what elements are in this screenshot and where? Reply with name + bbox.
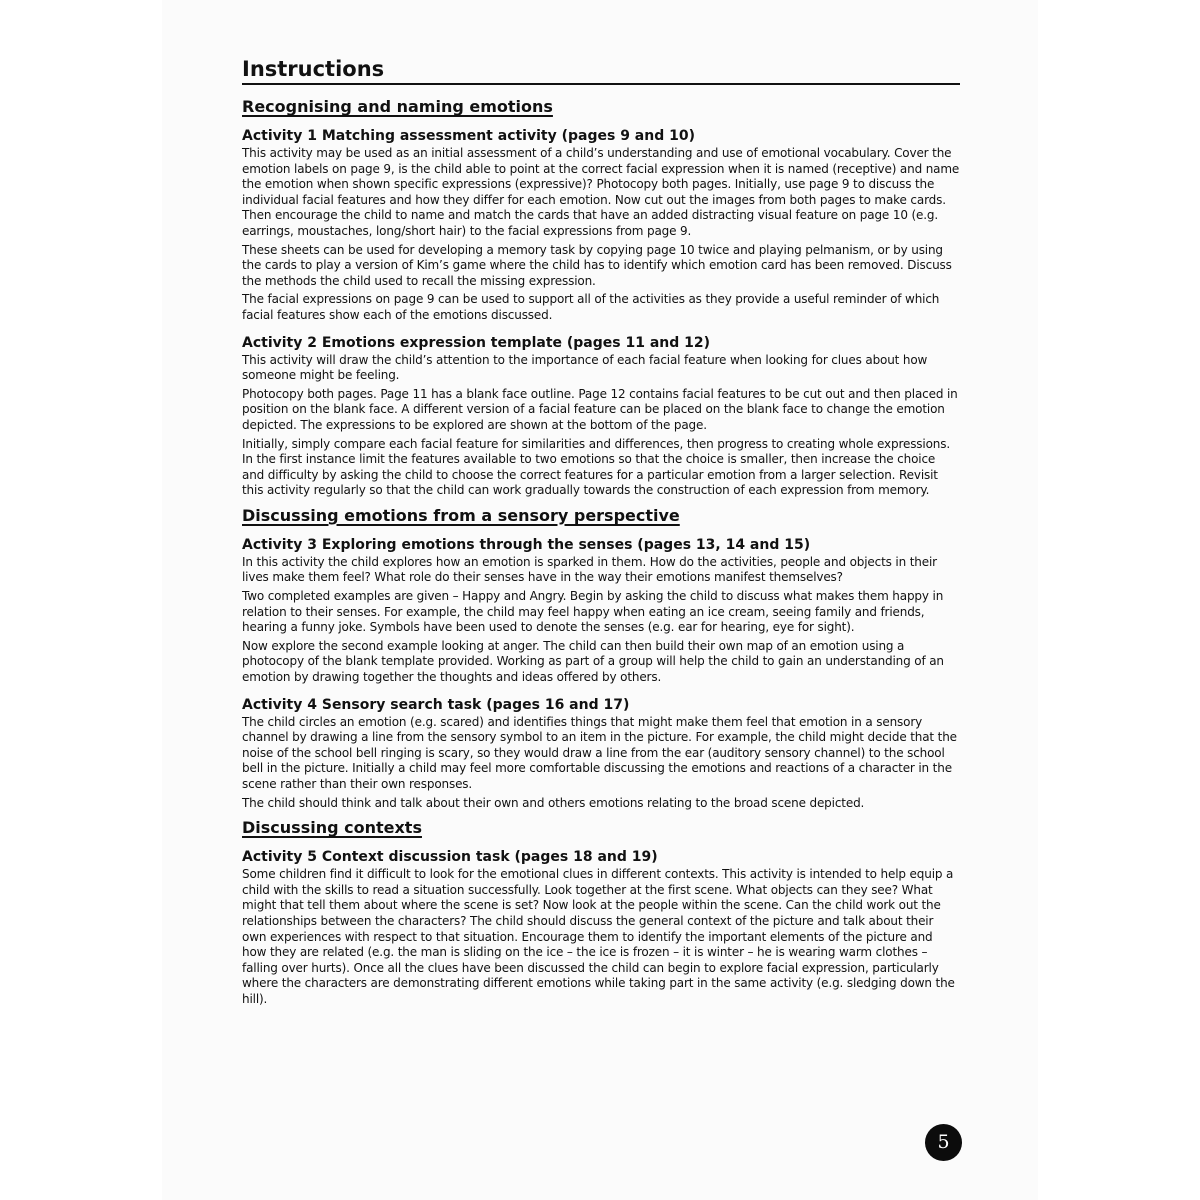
activity-3	[242, 536, 960, 686]
activity-title: Activity 1 Matching assessment activity (pages 9 and 10)	[242, 128, 695, 144]
section-sensory-perspective	[242, 502, 960, 811]
paragraph: Photocopy both pages. Page 11 has a blank face outline. Page 12 contains facial features to be cut out and then placed in position on the blank face. A different version of a facial feature can be placed on the blank face to change the emotion depicted. The expressions to be explored are shown at the bottom of the page.	[242, 386, 958, 432]
paragraph: The facial expressions on page 9 can be used to support all of the activities as they provide a useful reminder of which facial features show each of the emotions discussed.	[242, 292, 940, 322]
section-recognising-naming-emotions	[242, 85, 960, 499]
paragraph: Now explore the second example looking at anger. The child can then build their own map of an emotion using a photocopy of the blank template provided. Working as part of a group will help the child to gain an understanding of an emotion by drawing together the thoughts and ideas offered by others.	[242, 638, 944, 685]
paragraph: Initially, simply compare each facial feature for similarities and differences, then progress to creating whole expressions. In the first instance limit the features available to two emotions so that the choice is smaller, then increase the choice and difficulty by asking the child to choose the correct features for a particular emotion from a larger selection. Revisit this activity regularly so that the child can work gradually towards the construction of each expression from memory.	[242, 436, 951, 498]
activity-title: Activity 2 Emotions expression template (pages 11 and 12)	[242, 334, 711, 351]
activity-title: Activity 3 Exploring emotions through the senses (pages 13, 14 and 15)	[242, 536, 811, 553]
paragraph: This activity will draw the child’s attention to the importance of each facial feature when looking for clues about how someone might be feeling.	[242, 352, 928, 383]
activity-title: Activity 5 Context discussion task (pages 18 and 19)	[242, 849, 658, 866]
activity-title: Activity 4 Sensory search task (pages 16 and 17)	[242, 696, 630, 713]
section-title: Discussing emotions from a sensory perspective	[242, 505, 680, 525]
paragraph: The child should think and talk about their own and others emotions relating to the broad scene depicted.	[242, 795, 865, 810]
section-title: Recognising and naming emotions	[242, 97, 553, 116]
document-body	[242, 56, 960, 1011]
activity-2	[242, 334, 960, 499]
paragraph: This activity may be used as an initial assessment of a child’s understanding and use of emotional vocabulary. Cover the emotion labels on page 9, is the child able to point at the correct facial expression when it is named (receptive) and name the emotion when shown specific expressions (expressive)? Photocopy both pages. Initially, use page 9 to discuss the individual facial features and how they differ for each emotion. Now cut out the images from both pages to make cards. Then encourage the child to name and match the cards that have an added distracting visual feature on page 10 (e.g. earrings, moustaches, long/short hair) to the facial expressions from page 9.	[242, 146, 960, 238]
paragraph: In this activity the child explores how an emotion is sparked in them. How do the activities, people and objects in their lives make them feel? What role do their senses have in the way their emotions manifest themselves?	[242, 554, 937, 585]
section-discussing-contexts	[242, 814, 960, 1007]
activity-4	[242, 696, 960, 812]
page-title: Instructions	[242, 56, 960, 85]
activity-1	[242, 127, 960, 324]
section-title: Discussing contexts	[242, 818, 422, 838]
activity-5	[242, 848, 960, 1007]
paragraph: Two completed examples are given – Happy and Angry. Begin by asking the child to discuss what makes them happy in relation to their senses. For example, the child may feel happy when eating an ice cream, seeing family and friends, hearing a funny joke. Symbols have been used to denote the senses (e.g. ear for hearing, eye for sight).	[242, 589, 944, 635]
paragraph: Some children find it difficult to look for the emotional clues in different contexts. This activity is intended to help equip a child with the skills to read a situation successfully. Look together at the first scene. What objects can they see? What might that tell them about where the scene is set? Now look at the people within the scene. Can the child work out the relationships between the characters? The child should discuss the general context of the picture and talk about their own experiences with respect to that situation. Encourage them to identify the important elements of the picture and how they are related (e.g. the man is sliding on the ice – the ice is frozen – it is winter – he is wearing warm clothes – falling over hurts). Once all the clues have been discussed the child can begin to explore facial expression, particularly where the characters are demonstrating different emotions while taking part in the same activity (e.g. sledging down the hill).	[242, 867, 955, 1006]
page-number-badge: 5	[925, 1124, 962, 1161]
paragraph: These sheets can be used for developing a memory task by copying page 10 twice and playing pelmanism, or by using the cards to play a version of Kim’s game where the child has to identify which emotion card has been removed. Discuss the methods the child used to recall the missing expression.	[242, 242, 952, 288]
paragraph: The child circles an emotion (e.g. scared) and identifies things that might make them feel that emotion in a sensory channel by drawing a line from the sensory symbol to an item in the picture. For example, the child might decide that the noise of the school bell ringing is scary, so they would draw a line from the ear (auditory sensory channel) to the school bell in the picture. Initially a child may feel more comfortable discussing the emotions and reactions of a character in the scene rather than their own responses.	[242, 714, 957, 791]
